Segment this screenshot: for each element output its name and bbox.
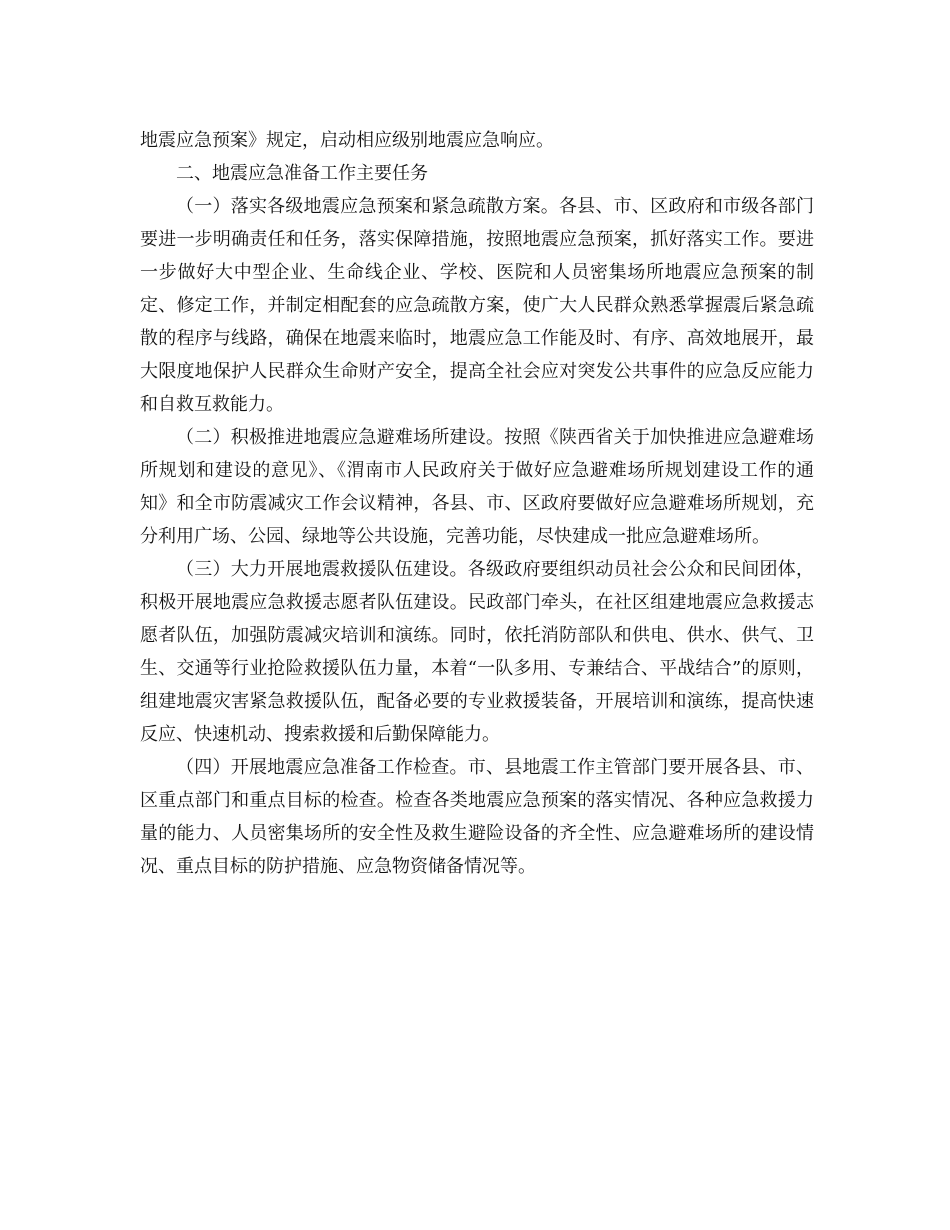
paragraph-item-2: （二）积极推进地震应急避难场所建设。按照《陕西省关于加快推进应急避难场所规划和建设的意见》、《渭南市人民政府关于做好应急避难场所规划建设工作的通知》和全市防震减灾工作会议精神，各县、市、区政府要做好应急避难场所规划，充分利用广场、公园、绿地等公共设施，完善功能，尽快建成一批应急避难场所。 — [140, 427, 814, 547]
paragraph-item-3: （三）大力开展地震救援队伍建设。各级政府要组织动员社会公众和民间团体，积极开展地震应急救援志愿者队伍建设。民政部门牵头，在社区组建地震应急救援志愿者队伍，加强防震减灾培训和演练。同时，依托消防部队和供电、供水、供气、卫生、交通等行业抢险救援队伍力量，本着“一队多用、专兼结合、平战结合”的原则，组建地震灾害紧急救援队伍，配备必要的专业救援装备，开展培训和演练，提高快速反应、快速机动、搜索救援和后勤保障能力。 — [140, 559, 814, 745]
paragraph-item-1: （一）落实各级地震应急预案和紧急疏散方案。各县、市、区政府和市级各部门要进一步明确责任和任务，落实保障措施，按照地震应急预案，抓好落实工作。要进一步做好大中型企业、生命线企业、学校、医院和人员密集场所地震应急预案的制定、修定工作，并制定相配套的应急疏散方案，使广大人民群众熟悉掌握震后紧急疏散的程序与线路，确保在地震来临时，地震应急工作能及时、有序、高效地展开，最大限度地保护人民群众生命财产安全，提高全社会应对突发公共事件的应急反应能力和自救互救能力。 — [140, 196, 814, 415]
paragraph-item-4: （四）开展地震应急准备工作检查。市、县地震工作主管部门要开展各县、市、区重点部门和重点目标的检查。检查各类地震应急预案的落实情况、各种应急救援力量的能力、人员密集场所的安全性及救生避险设备的齐全性、应急避难场所的建设情况、重点目标的防护措施、应急物资储备情况等。 — [140, 757, 814, 877]
paragraph-continuation: 地震应急预案》规定，启动相应级别地震应急响应。 — [140, 130, 554, 151]
section-heading: 二、地震应急准备工作主要任务 — [176, 163, 428, 184]
